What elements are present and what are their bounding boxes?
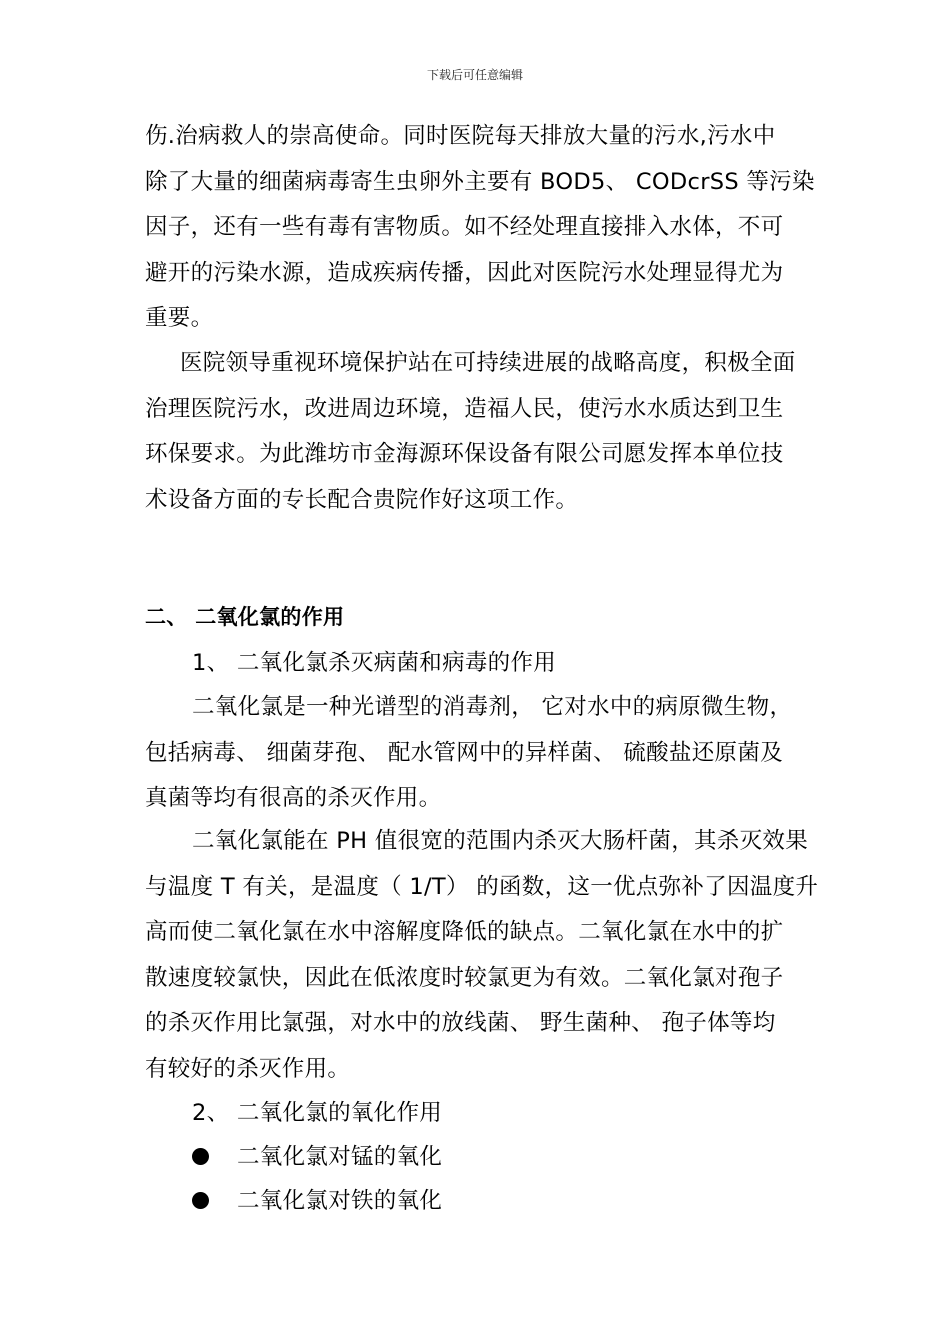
paragraph-line: 医院领导重视环境保护站在可持续进展的战略高度，积极全面 xyxy=(180,350,796,376)
paragraph-line: 重要。 xyxy=(145,305,214,331)
paragraph-line: 治理医院污水，改进周边环境，造福人民，使污水水质达到卫生 xyxy=(145,396,784,422)
paragraph-line: 环保要求。为此潍坊市金海源环保设备有限公司愿发挥本单位技 xyxy=(145,441,784,467)
paragraph-line: 二氧化氯是一种光谱型的消毒剂， 它对水中的病原微生物， xyxy=(192,694,793,720)
paragraph-line: 散速度较氯快，因此在低浓度时较氯更为有效。二氧化氯对孢子 xyxy=(145,965,784,991)
paragraph-line: 的杀灭作用比氯强，对水中的放线菌、 野生菌种、 孢子体等均 xyxy=(145,1010,776,1036)
bullet-dot-icon xyxy=(192,1192,209,1209)
bullet-item: 二氧化氯对锰的氧化 xyxy=(237,1144,443,1170)
bullet-dot-icon xyxy=(192,1148,209,1165)
section-heading: 二、 二氧化氯的作用 xyxy=(145,605,345,629)
paragraph-line: 术设备方面的专长配合贵院作好这项工作。 xyxy=(145,487,579,513)
subsection-heading: 2、 二氧化氯的氧化作用 xyxy=(192,1100,443,1126)
page-header: 下载后可任意编辑 xyxy=(426,68,523,82)
paragraph-line: 有较好的杀灭作用。 xyxy=(145,1056,351,1082)
paragraph-line: 高而使二氧化氯在水中溶解度降低的缺点。二氧化氯在水中的扩 xyxy=(145,919,784,945)
paragraph-line: 除了大量的细菌病毒寄生虫卵外主要有 BOD5、 CODcrSS 等污染 xyxy=(145,169,815,195)
paragraph-line: 因子，还有一些有毒有害物质。如不经处理直接排入水体，不可 xyxy=(145,214,784,240)
subsection-heading: 1、 二氧化氯杀灭病菌和病毒的作用 xyxy=(192,650,557,676)
paragraph-line: 伤.治病救人的崇高使命。同时医院每天排放大量的污水,污水中 xyxy=(145,123,776,149)
paragraph-line: 真菌等均有很高的杀灭作用。 xyxy=(145,785,442,811)
paragraph-line: 包括病毒、 细菌芽孢、 配水管网中的异样菌、 硫酸盐还原菌及 xyxy=(145,740,783,766)
paragraph-line: 二氧化氯能在 PH 值很宽的范围内杀灭大肠杆菌，其杀灭效果 xyxy=(192,828,808,854)
bullet-item: 二氧化氯对铁的氧化 xyxy=(237,1188,443,1214)
paragraph-line: 避开的污染水源，造成疾病传播，因此对医院污水处理显得尤为 xyxy=(145,260,784,286)
paragraph-line: 与温度 T 有关，是温度（ 1/T） 的函数，这一优点弥补了因温度升 xyxy=(145,874,819,900)
